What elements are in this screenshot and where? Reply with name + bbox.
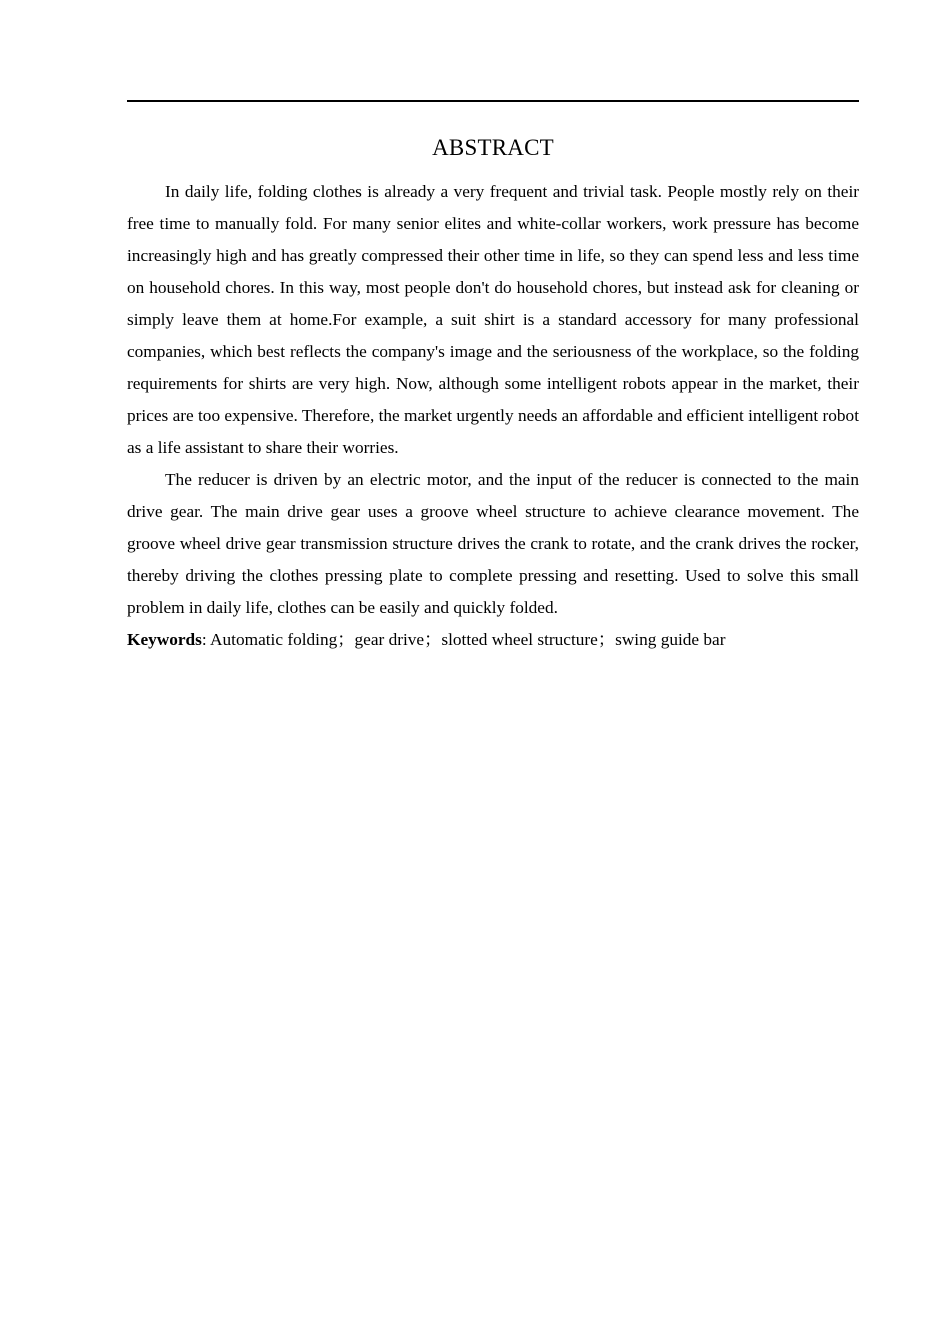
keywords-label: Keywords [127,630,202,649]
abstract-paragraph-2: The reducer is driven by an electric motor, and the input of the reducer is connected to the main drive gear. The main drive gear uses a groove wheel structure to achieve clearance movement. The groove wheel drive gear transmission structure drives the crank to rotate, and the crank drives the rocker, thereby driving the clothes pressing plate to complete pressing and resetting. Used to solve this small problem in daily life, clothes can be easily and quickly folded. [127,470,859,617]
keywords-list: : Automatic folding；gear drive；slotted wheel structure；swing guide bar [201,630,726,649]
header-rule [127,100,859,102]
abstract-paragraph-1: In daily life, folding clothes is already a very frequent and trivial task. People mostly rely on their free time to manually fold. For many senior elites and white-collar workers, work pressure has become increasingly high and has greatly compressed their other time in life, so they can spend less and less time on household chores. In this way, most people don't do household chores, but instead ask for cleaning or simply leave them at home.For example, a suit shirt is a standard accessory for many professional companies, which best reflects the company's image and the seriousness of the workplace, so the folding requirements for shirts are very high. Now, although some intelligent robots appear in the market, their prices are too expensive. Therefore, the market urgently needs an affordable and efficient intelligent robot as a life assistant to share their worries. [127,182,859,457]
abstract-title: ABSTRACT [432,135,554,160]
keywords-line [127,624,859,656]
abstract-body [127,176,859,656]
